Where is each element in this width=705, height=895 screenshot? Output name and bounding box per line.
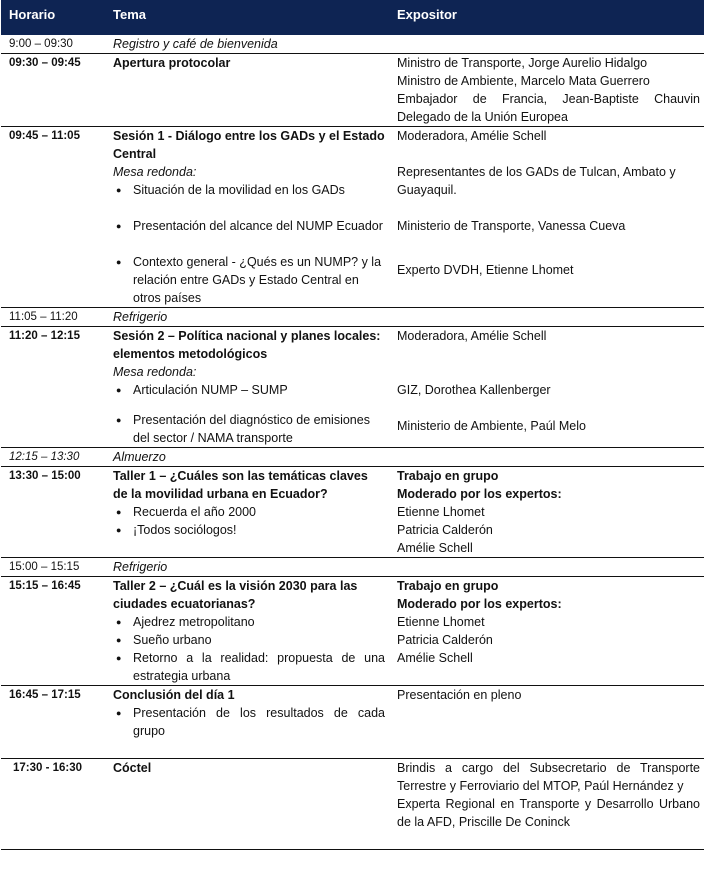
session-title: Sesión 1 - Diálogo entre los GADs y el Estado Central xyxy=(113,129,385,161)
expositor-line: Ministro de Transporte, Jorge Aurelio Hidalgo xyxy=(397,56,648,70)
tema-cell xyxy=(105,577,389,686)
tema-cell xyxy=(105,467,389,558)
expositor-line: Delegado de la Unión Europea xyxy=(397,110,568,124)
time-cell: 15:15 – 16:45 xyxy=(1,577,105,686)
header-expositor: Expositor xyxy=(389,0,704,35)
table-row xyxy=(1,127,704,308)
table-row xyxy=(1,327,704,448)
tema-cell xyxy=(105,686,389,759)
expositor-line: Experto DVDH, Etienne Lhomet xyxy=(397,263,574,277)
header-row xyxy=(1,0,704,35)
tema-cell xyxy=(105,327,389,448)
expositor-cell xyxy=(389,558,704,577)
expositor-line: Ministro de Ambiente, Marcelo Mata Guerrero xyxy=(397,74,650,88)
time-cell: 17:30 - 16:30 xyxy=(1,759,105,850)
expositor-cell xyxy=(389,35,704,54)
tema-cell: Registro y café de bienvenida xyxy=(105,35,389,54)
expositor-cell xyxy=(389,467,704,558)
expositor-cell xyxy=(389,54,704,127)
list-item: ● Presentación de los resultados de cada grupo xyxy=(133,704,385,740)
time-cell: 09:30 – 09:45 xyxy=(1,54,105,127)
expositor-line: Embajador de Francia, Jean-Baptiste Chauvin xyxy=(397,92,700,106)
expositor-lead: Moderado por los expertos: xyxy=(397,487,562,501)
expositor-lead: Trabajo en grupo xyxy=(397,469,499,483)
expositor-cell xyxy=(389,127,704,308)
table-row xyxy=(1,35,704,54)
session-title: Taller 1 – ¿Cuáles son las temáticas claves de la movilidad urbana en Ecuador? xyxy=(113,469,368,501)
session-items xyxy=(113,503,385,539)
list-item: ● Presentación del alcance del NUMP Ecuador xyxy=(133,217,385,235)
time-cell: 09:45 – 11:05 xyxy=(1,127,105,308)
session-title: Sesión 2 – Política nacional y planes locales: elementos metodológicos xyxy=(113,329,381,361)
expositor-line: Representantes de los GADs de Tulcan, Ambato y Guayaquil. xyxy=(397,165,676,197)
expositor-cell xyxy=(389,327,704,448)
list-item: ● Contexto general - ¿Qués es un NUMP? y la relación entre GADs y Estado Central en otros países xyxy=(133,253,385,307)
expositor-cell: Presentación en pleno xyxy=(389,686,704,759)
table-row xyxy=(1,686,704,759)
list-item: ● Presentación del diagnóstico de emisiones del sector / NAMA transporte xyxy=(133,411,385,447)
expositor-line: Amélie Schell xyxy=(397,541,473,555)
expositor-line: Etienne Lhomet xyxy=(397,615,485,629)
moderator: Moderadora, Amélie Schell xyxy=(397,329,547,343)
expositor-line: GIZ, Dorothea Kallenberger xyxy=(397,383,551,397)
tema-cell: Apertura protocolar xyxy=(105,54,389,127)
time-cell: 11:05 – 11:20 xyxy=(1,308,105,327)
time-cell: 11:20 – 12:15 xyxy=(1,327,105,448)
session-title: Taller 2 – ¿Cuál es la visión 2030 para las ciudades ecuatorianas? xyxy=(113,579,358,611)
session-items xyxy=(113,181,385,307)
expositor-lead: Moderado por los expertos: xyxy=(397,597,562,611)
tema-cell xyxy=(105,127,389,308)
expositor-line: Etienne Lhomet xyxy=(397,505,485,519)
tema-cell: Refrigerio xyxy=(105,558,389,577)
moderator: Moderadora, Amélie Schell xyxy=(397,129,547,143)
session-items xyxy=(113,381,385,447)
time-cell: 9:00 – 09:30 xyxy=(1,35,105,54)
expositor-cell xyxy=(389,308,704,327)
time-cell: 12:15 – 13:30 xyxy=(1,448,105,467)
expositor-line: Ministerio de Ambiente, Paúl Melo xyxy=(397,419,586,433)
table-row xyxy=(1,308,704,327)
agenda-table xyxy=(1,0,704,850)
list-item: ● Ajedrez metropolitano xyxy=(133,613,385,631)
expositor-line: Patricia Calderón xyxy=(397,633,493,647)
expositor-cell xyxy=(389,577,704,686)
table-row xyxy=(1,448,704,467)
expositor-lead: Trabajo en grupo xyxy=(397,579,499,593)
expositor-cell xyxy=(389,448,704,467)
tema-cell: Refrigerio xyxy=(105,308,389,327)
table-row xyxy=(1,467,704,558)
time-cell: 15:00 – 15:15 xyxy=(1,558,105,577)
list-item: ● Articulación NUMP – SUMP xyxy=(133,381,385,399)
session-subtitle: Mesa redonda: xyxy=(113,165,197,179)
table-row xyxy=(1,558,704,577)
list-item: ● Retorno a la realidad: propuesta de una estrategia urbana xyxy=(133,649,385,685)
expositor-cell xyxy=(389,759,704,850)
tema-cell: Cóctel xyxy=(105,759,389,850)
list-item: ● Sueño urbano xyxy=(133,631,385,649)
tema-cell: Almuerzo xyxy=(105,448,389,467)
list-item: ● Situación de la movilidad en los GADs xyxy=(133,181,385,199)
expositor-line: Patricia Calderón xyxy=(397,523,493,537)
time-cell: 13:30 – 15:00 xyxy=(1,467,105,558)
header-tema: Tema xyxy=(105,0,389,35)
time-cell: 16:45 – 17:15 xyxy=(1,686,105,759)
session-title: Conclusión del día 1 xyxy=(113,688,235,702)
session-items xyxy=(113,613,385,685)
expositor-paragraph: Brindis a cargo del Subsecretario de Transporte Terrestre y Ferroviario del MTOP, Paúl Hernández y xyxy=(397,761,700,793)
session-items xyxy=(113,704,385,740)
header-horario: Horario xyxy=(1,0,105,35)
table-row xyxy=(1,54,704,127)
list-item: ● ¡Todos sociólogos! xyxy=(133,521,385,539)
expositor-line: Amélie Schell xyxy=(397,651,473,665)
session-subtitle: Mesa redonda: xyxy=(113,365,197,379)
table-row xyxy=(1,759,704,850)
expositor-line: Ministerio de Transporte, Vanessa Cueva xyxy=(397,219,626,233)
table-row xyxy=(1,577,704,686)
list-item: ● Recuerda el año 2000 xyxy=(133,503,385,521)
expositor-paragraph: Experta Regional en Transporte y Desarrollo Urbano de la AFD, Priscille De Coninck xyxy=(397,797,700,829)
